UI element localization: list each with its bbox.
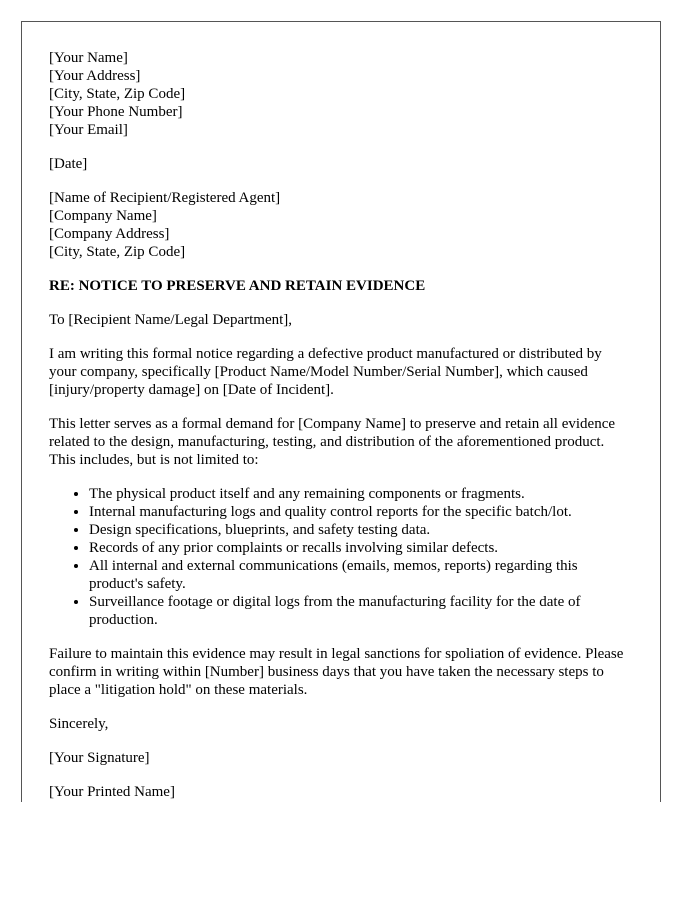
date-block bbox=[49, 155, 629, 173]
sender-phone: [Your Phone Number] bbox=[49, 104, 183, 120]
letter-date: [Date] bbox=[49, 156, 88, 172]
list-item: • Design specifications, blueprints, and safety testing data. bbox=[89, 521, 629, 539]
closing-paragraph: Failure to maintain this evidence may result in legal sanctions for spoliation of evidence. Please confirm in writing within [Number] business days that you have taken the necessary steps to place a "litigation hold" on these materials. bbox=[49, 646, 624, 698]
letter-body bbox=[49, 49, 629, 817]
printed-name: [Your Printed Name] bbox=[49, 784, 175, 800]
sender-city-state-zip: [City, State, Zip Code] bbox=[49, 86, 186, 102]
list-item: • Surveillance footage or digital logs from the manufacturing facility for the date of production. bbox=[89, 593, 629, 629]
recipient-city-state-zip: [City, State, Zip Code] bbox=[49, 244, 186, 260]
list-item: • Internal manufacturing logs and quality control reports for the specific batch/lot. bbox=[89, 503, 629, 521]
evidence-list bbox=[49, 485, 629, 629]
list-item: • Records of any prior complaints or recalls involving similar defects. bbox=[89, 539, 629, 557]
list-item: • The physical product itself and any remaining components or fragments. bbox=[89, 485, 629, 503]
signature: [Your Signature] bbox=[49, 750, 150, 766]
letter-page bbox=[21, 21, 661, 802]
sender-address: [Your Address] bbox=[49, 68, 141, 84]
subject-line: RE: NOTICE TO PRESERVE AND RETAIN EVIDENCE bbox=[49, 278, 426, 294]
closing: Sincerely, bbox=[49, 716, 109, 732]
sender-email: [Your Email] bbox=[49, 122, 128, 138]
recipient-name: [Name of Recipient/Registered Agent] bbox=[49, 190, 281, 206]
sender-name: [Your Name] bbox=[49, 50, 128, 66]
recipient-address: [Company Address] bbox=[49, 226, 170, 242]
list-item: • All internal and external communications (emails, memos, reports) regarding this product's safety. bbox=[89, 557, 629, 593]
recipient-block bbox=[49, 189, 629, 261]
recipient-company: [Company Name] bbox=[49, 208, 157, 224]
sender-block bbox=[49, 49, 629, 139]
intro-paragraph: I am writing this formal notice regarding a defective product manufactured or distributed by your company, specifically [Product Name/Model Number/Serial Number], which caused [injury/property damage] on [Date of Incident]. bbox=[49, 346, 602, 398]
salutation: To [Recipient Name/Legal Department], bbox=[49, 312, 293, 328]
demand-paragraph: This letter serves as a formal demand for [Company Name] to preserve and retain all evidence related to the design, manufacturing, testing, and distribution of the aforementioned product. This includes, but is not limited to: bbox=[49, 416, 616, 468]
